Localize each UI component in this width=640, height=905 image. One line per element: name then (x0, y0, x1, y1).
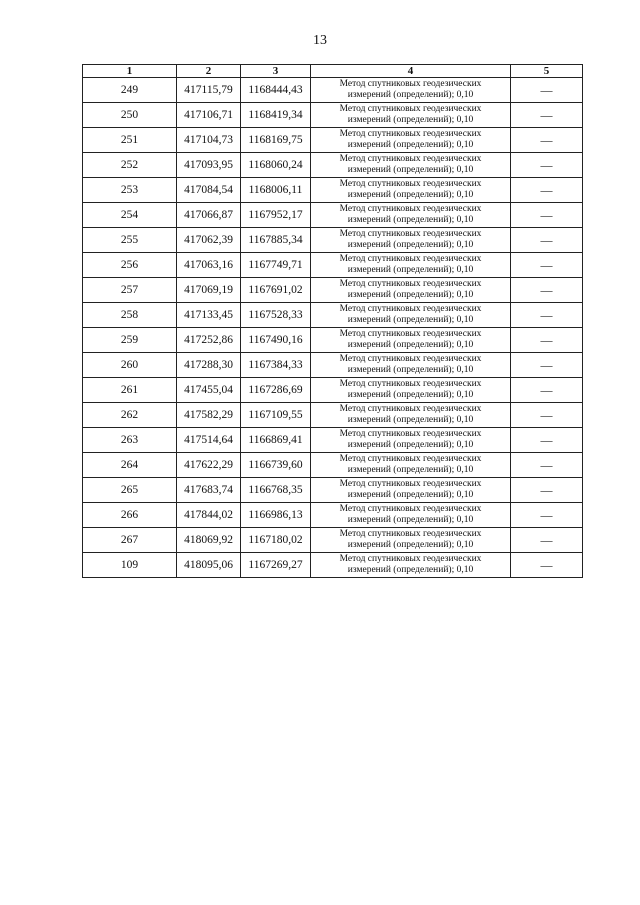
method-line-2: измерений (определений); 0,10 (347, 240, 474, 250)
note-cell: — (511, 278, 583, 303)
method-cell (311, 328, 511, 353)
point-number: 254 (83, 203, 177, 228)
coord-y: 1167528,33 (241, 303, 311, 328)
table-row (83, 403, 583, 428)
coord-x: 417455,04 (177, 378, 241, 403)
method-line-1: Метод спутниковых геодезических (339, 154, 482, 164)
note-cell: — (511, 353, 583, 378)
coord-y: 1167885,34 (241, 228, 311, 253)
point-number: 265 (83, 478, 177, 503)
note-cell: — (511, 403, 583, 428)
method-line-2: измерений (определений); 0,10 (347, 465, 474, 475)
coord-y: 1167749,71 (241, 253, 311, 278)
point-number: 259 (83, 328, 177, 353)
coord-y: 1167952,17 (241, 203, 311, 228)
coord-y: 1166768,35 (241, 478, 311, 503)
point-number: 250 (83, 103, 177, 128)
method-line-2: измерений (определений); 0,10 (347, 340, 474, 350)
table-row (83, 503, 583, 528)
method-line-1: Метод спутниковых геодезических (339, 104, 482, 114)
method-cell (311, 503, 511, 528)
point-number: 262 (83, 403, 177, 428)
note-cell: — (511, 78, 583, 103)
coord-x: 417104,73 (177, 128, 241, 153)
note-cell: — (511, 128, 583, 153)
method-line-2: измерений (определений); 0,10 (347, 440, 474, 450)
table-row (83, 353, 583, 378)
method-line-2: измерений (определений); 0,10 (347, 515, 474, 525)
table-row (83, 328, 583, 353)
method-cell (311, 153, 511, 178)
method-cell (311, 303, 511, 328)
method-line-1: Метод спутниковых геодезических (339, 129, 482, 139)
method-cell (311, 453, 511, 478)
coord-x: 417084,54 (177, 178, 241, 203)
coord-y: 1167180,02 (241, 528, 311, 553)
coord-y: 1168169,75 (241, 128, 311, 153)
coord-x: 417093,95 (177, 153, 241, 178)
method-line-2: измерений (определений); 0,10 (347, 265, 474, 275)
coord-y: 1168006,11 (241, 178, 311, 203)
method-line-1: Метод спутниковых геодезических (339, 79, 482, 89)
point-number: 253 (83, 178, 177, 203)
note-cell: — (511, 453, 583, 478)
method-line-2: измерений (определений); 0,10 (347, 90, 474, 100)
table-row (83, 303, 583, 328)
method-line-2: измерений (определений); 0,10 (347, 115, 474, 125)
note-cell: — (511, 553, 583, 578)
method-line-2: измерений (определений); 0,10 (347, 565, 474, 575)
coord-x: 417063,16 (177, 253, 241, 278)
point-number: 267 (83, 528, 177, 553)
method-line-2: измерений (определений); 0,10 (347, 390, 474, 400)
method-line-1: Метод спутниковых геодезических (339, 454, 482, 464)
method-line-1: Метод спутниковых геодезических (339, 379, 482, 389)
col-header-2: 2 (177, 65, 241, 78)
point-number: 256 (83, 253, 177, 278)
method-line-1: Метод спутниковых геодезических (339, 554, 482, 564)
coord-y: 1167109,55 (241, 403, 311, 428)
coord-x: 418095,06 (177, 553, 241, 578)
method-line-1: Метод спутниковых геодезических (339, 329, 482, 339)
method-line-1: Метод спутниковых геодезических (339, 479, 482, 489)
table-row (83, 228, 583, 253)
coord-x: 417582,29 (177, 403, 241, 428)
table-row (83, 78, 583, 103)
note-cell: — (511, 103, 583, 128)
note-cell: — (511, 478, 583, 503)
note-cell: — (511, 503, 583, 528)
table-row (83, 103, 583, 128)
method-cell (311, 103, 511, 128)
coord-x: 417683,74 (177, 478, 241, 503)
method-cell (311, 128, 511, 153)
note-cell: — (511, 203, 583, 228)
coord-y: 1167286,69 (241, 378, 311, 403)
table-body (83, 78, 583, 578)
method-cell (311, 478, 511, 503)
method-line-2: измерений (определений); 0,10 (347, 315, 474, 325)
table-row (83, 453, 583, 478)
method-cell (311, 428, 511, 453)
method-line-1: Метод спутниковых геодезических (339, 429, 482, 439)
coord-y: 1168444,43 (241, 78, 311, 103)
method-line-2: измерений (определений); 0,10 (347, 365, 474, 375)
col-header-4: 4 (311, 65, 511, 78)
method-line-2: измерений (определений); 0,10 (347, 140, 474, 150)
page-number: 13 (313, 33, 327, 48)
point-number: 255 (83, 228, 177, 253)
method-cell (311, 353, 511, 378)
coord-y: 1166986,13 (241, 503, 311, 528)
method-cell (311, 253, 511, 278)
table-row (83, 378, 583, 403)
method-line-1: Метод спутниковых геодезических (339, 254, 482, 264)
coord-x: 417133,45 (177, 303, 241, 328)
coord-x: 417844,02 (177, 503, 241, 528)
point-number: 261 (83, 378, 177, 403)
note-cell: — (511, 428, 583, 453)
coord-y: 1168419,34 (241, 103, 311, 128)
method-line-1: Метод спутниковых геодезических (339, 204, 482, 214)
coord-y: 1168060,24 (241, 153, 311, 178)
method-line-1: Метод спутниковых геодезических (339, 179, 482, 189)
method-line-1: Метод спутниковых геодезических (339, 529, 482, 539)
note-cell: — (511, 153, 583, 178)
note-cell: — (511, 228, 583, 253)
col-header-5: 5 (511, 65, 583, 78)
table-row (83, 153, 583, 178)
method-cell (311, 278, 511, 303)
note-cell: — (511, 328, 583, 353)
method-cell (311, 228, 511, 253)
method-line-1: Метод спутниковых геодезических (339, 304, 482, 314)
coord-y: 1166869,41 (241, 428, 311, 453)
point-number: 258 (83, 303, 177, 328)
coord-x: 417288,30 (177, 353, 241, 378)
coord-x: 417069,19 (177, 278, 241, 303)
col-header-1: 1 (83, 65, 177, 78)
coordinates-table (82, 64, 583, 578)
method-line-2: измерений (определений); 0,10 (347, 415, 474, 425)
method-line-1: Метод спутниковых геодезических (339, 504, 482, 514)
method-line-1: Метод спутниковых геодезических (339, 404, 482, 414)
table-row (83, 178, 583, 203)
coord-y: 1167269,27 (241, 553, 311, 578)
method-cell (311, 403, 511, 428)
note-cell: — (511, 303, 583, 328)
note-cell: — (511, 253, 583, 278)
point-number: 109 (83, 553, 177, 578)
table-row (83, 278, 583, 303)
coord-y: 1166739,60 (241, 453, 311, 478)
point-number: 266 (83, 503, 177, 528)
coord-y: 1167384,33 (241, 353, 311, 378)
method-cell (311, 178, 511, 203)
coord-x: 417252,86 (177, 328, 241, 353)
table-row (83, 428, 583, 453)
method-line-2: измерений (определений); 0,10 (347, 490, 474, 500)
method-line-1: Метод спутниковых геодезических (339, 354, 482, 364)
note-cell: — (511, 528, 583, 553)
method-cell (311, 553, 511, 578)
coord-x: 417066,87 (177, 203, 241, 228)
point-number: 263 (83, 428, 177, 453)
method-line-2: измерений (определений); 0,10 (347, 190, 474, 200)
table-row (83, 553, 583, 578)
method-line-1: Метод спутниковых геодезических (339, 279, 482, 289)
method-cell (311, 203, 511, 228)
note-cell: — (511, 178, 583, 203)
coord-x: 417106,71 (177, 103, 241, 128)
coord-y: 1167490,16 (241, 328, 311, 353)
point-number: 264 (83, 453, 177, 478)
table-row (83, 253, 583, 278)
method-cell (311, 528, 511, 553)
point-number: 257 (83, 278, 177, 303)
table-row (83, 128, 583, 153)
coord-x: 417062,39 (177, 228, 241, 253)
method-line-2: измерений (определений); 0,10 (347, 290, 474, 300)
method-line-2: измерений (определений); 0,10 (347, 215, 474, 225)
method-cell (311, 78, 511, 103)
point-number: 251 (83, 128, 177, 153)
note-cell: — (511, 378, 583, 403)
method-line-2: измерений (определений); 0,10 (347, 165, 474, 175)
coord-x: 417115,79 (177, 78, 241, 103)
point-number: 249 (83, 78, 177, 103)
coord-x: 418069,92 (177, 528, 241, 553)
coord-x: 417622,29 (177, 453, 241, 478)
method-cell (311, 378, 511, 403)
method-line-1: Метод спутниковых геодезических (339, 229, 482, 239)
coord-y: 1167691,02 (241, 278, 311, 303)
table-row (83, 203, 583, 228)
col-header-3: 3 (241, 65, 311, 78)
coord-x: 417514,64 (177, 428, 241, 453)
point-number: 252 (83, 153, 177, 178)
table-row (83, 528, 583, 553)
header-row (83, 65, 583, 78)
table-row (83, 478, 583, 503)
method-line-2: измерений (определений); 0,10 (347, 540, 474, 550)
point-number: 260 (83, 353, 177, 378)
